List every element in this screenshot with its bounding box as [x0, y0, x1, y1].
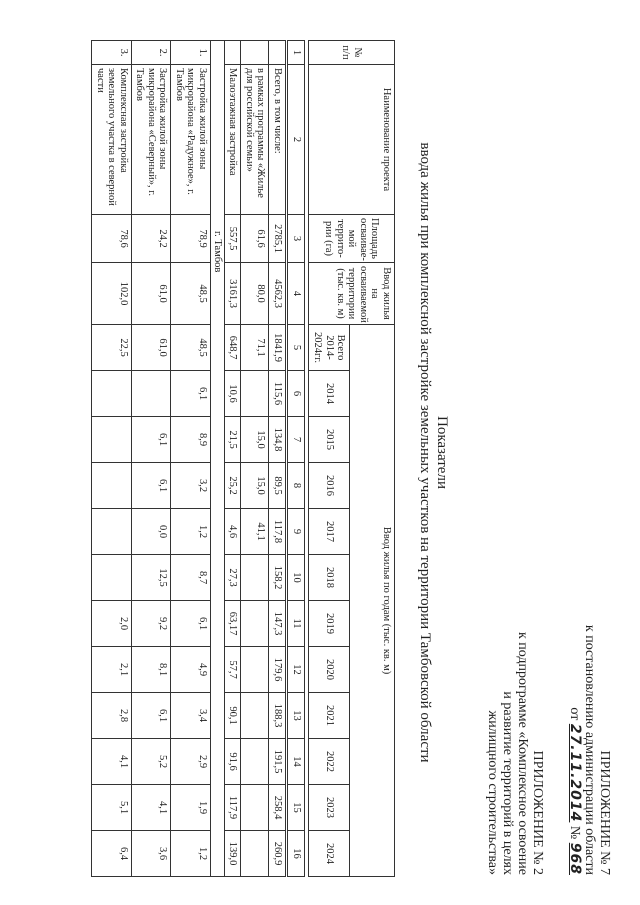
row-housing: 61,0	[132, 263, 172, 325]
appendix-block	[567, 515, 612, 875]
header-name: Наименование проекта	[309, 65, 395, 215]
column-number: 4	[287, 263, 305, 325]
row-year-value: 179,6	[269, 647, 287, 693]
row-year-value: 9,2	[132, 601, 172, 647]
row-housing: 3161,3	[225, 263, 242, 325]
row-year-value: 8,7	[171, 555, 211, 601]
row-housing: 4562,3	[269, 263, 287, 325]
row-year-value: 41,1	[241, 509, 269, 555]
appendix-line3: от 27.11.2014 № 968	[567, 707, 583, 875]
row-total: 1841,9	[269, 325, 287, 371]
row-num: 3.	[92, 41, 132, 65]
row-year-value: 5,1	[92, 785, 132, 831]
row-year-value: 6,1	[132, 417, 172, 463]
row-year-value: 2,9	[171, 739, 211, 785]
column-number: 6	[287, 371, 305, 417]
row-year-value: 10,6	[225, 371, 242, 417]
appendix-line1: ПРИЛОЖЕНИЕ № 7	[597, 750, 612, 875]
row-year-value: 3,4	[171, 693, 211, 739]
appendix-line2: к постановлению администрации области	[582, 624, 597, 875]
header-year: 2016	[309, 463, 350, 509]
header-year: 2017	[309, 509, 350, 555]
header-year: 2020	[309, 647, 350, 693]
header-year: 2019	[309, 601, 350, 647]
row-total: 22,5	[92, 325, 132, 371]
row-year-value	[241, 831, 269, 877]
table-row	[241, 41, 269, 877]
row-year-value: 1,2	[171, 509, 211, 555]
row-year-value	[92, 463, 132, 509]
row-year-value	[241, 693, 269, 739]
column-number: 15	[287, 785, 305, 831]
row-year-value: 15,0	[241, 417, 269, 463]
row-area: 24,2	[132, 215, 172, 263]
row-year-value	[92, 555, 132, 601]
row-area: 61,6	[241, 215, 269, 263]
row-year-value: 117,9	[225, 785, 242, 831]
row-year-value: 3,2	[171, 463, 211, 509]
row-year-value: 6,4	[92, 831, 132, 877]
column-number: 13	[287, 693, 305, 739]
column-number: 5	[287, 325, 305, 371]
row-year-value: 15,0	[241, 463, 269, 509]
column-number: 1	[287, 41, 305, 65]
column-number: 8	[287, 463, 305, 509]
row-year-value	[241, 647, 269, 693]
row-year-value: 139,0	[225, 831, 242, 877]
row-total: 48,5	[171, 325, 211, 371]
row-year-value: 188,3	[269, 693, 287, 739]
row-year-value: 2,1	[92, 647, 132, 693]
column-number: 9	[287, 509, 305, 555]
row-year-value: 6,1	[171, 601, 211, 647]
row-name: в рамках программы «Жилье для российской семьи»	[241, 65, 269, 215]
row-year-value: 90,1	[225, 693, 242, 739]
row-year-value: 117,8	[269, 509, 287, 555]
row-year-value: 6,1	[132, 693, 172, 739]
row-year-value: 4,6	[225, 509, 242, 555]
row-year-value: 89,5	[269, 463, 287, 509]
row-num	[241, 41, 269, 65]
row-num: 1.	[171, 41, 211, 65]
table-row	[132, 41, 172, 877]
row-area: 2785,1	[269, 215, 287, 263]
row-year-value	[241, 601, 269, 647]
row-year-value: 27,3	[225, 555, 242, 601]
appendix2-line2: к подпрограмме «Комплексное освоение	[515, 631, 530, 875]
row-name: Всего, в том числе:	[269, 65, 287, 215]
row-num	[225, 41, 242, 65]
header-year: 2021	[309, 693, 350, 739]
header-num: № п/п	[309, 41, 395, 65]
row-year-value	[241, 785, 269, 831]
table-row	[269, 41, 287, 877]
column-number: 16	[287, 831, 305, 877]
header-year: 2024	[309, 831, 350, 877]
row-name: Комплексная застройка земельного участка в северной части	[92, 65, 132, 215]
row-year-value	[241, 739, 269, 785]
row-year-value: 4,1	[92, 739, 132, 785]
row-year-value: 6,1	[171, 371, 211, 417]
row-year-value: 5,2	[132, 739, 172, 785]
row-year-value: 57,7	[225, 647, 242, 693]
row-year-value: 1,9	[171, 785, 211, 831]
row-num	[269, 41, 287, 65]
row-name: Застройка жилой зоны микрорайона «Радужное», г. Тамбов	[171, 65, 211, 215]
row-year-value: 115,6	[269, 371, 287, 417]
row-year-value: 2,8	[92, 693, 132, 739]
row-year-value	[241, 555, 269, 601]
appendix2-line4: жилищного строительства»	[485, 710, 500, 875]
row-year-value: 91,6	[225, 739, 242, 785]
table-row	[92, 41, 132, 877]
row-year-value	[92, 417, 132, 463]
appendix2-line1: ПРИЛОЖЕНИЕ № 2	[530, 750, 545, 875]
row-year-value: 2,0	[92, 601, 132, 647]
row-year-value: 260,9	[269, 831, 287, 877]
header-year: 2015	[309, 417, 350, 463]
table-row	[225, 41, 242, 877]
appendix2-line3: и развитие территорий в целях	[500, 691, 515, 875]
row-area: 78,9	[171, 215, 211, 263]
row-year-value: 8,1	[132, 647, 172, 693]
row-year-value: 25,2	[225, 463, 242, 509]
row-total: 648,7	[225, 325, 242, 371]
row-area: 557,5	[225, 215, 242, 263]
document-title	[416, 0, 450, 905]
column-number: 7	[287, 417, 305, 463]
row-year-value: 21,5	[225, 417, 242, 463]
row-name: Малоэтажная застройка	[225, 65, 242, 215]
title-line1: Показатели	[434, 416, 450, 489]
row-year-value: 63,17	[225, 601, 242, 647]
row-year-value: 258,4	[269, 785, 287, 831]
column-number: 14	[287, 739, 305, 785]
header-year: 2022	[309, 739, 350, 785]
row-year-value: 147,3	[269, 601, 287, 647]
row-housing: 80,0	[241, 263, 269, 325]
row-year-value: 158,2	[269, 555, 287, 601]
row-num: 2.	[132, 41, 172, 65]
column-number: 11	[287, 601, 305, 647]
row-year-value: 4,1	[132, 785, 172, 831]
row-housing: 48,5	[171, 263, 211, 325]
row-year-value: 4,9	[171, 647, 211, 693]
column-number: 10	[287, 555, 305, 601]
row-year-value: 0,0	[132, 509, 172, 555]
row-year-value: 6,1	[132, 463, 172, 509]
row-year-value	[92, 371, 132, 417]
row-area: 78,6	[92, 215, 132, 263]
header-area: Площадь осваивае-мой террито-рии (га)	[309, 215, 395, 263]
row-year-value	[92, 509, 132, 555]
row-total: 61,0	[132, 325, 172, 371]
row-year-value: 3,6	[132, 831, 172, 877]
city-label: г. Тамбов	[211, 41, 225, 877]
header-year: 2018	[309, 555, 350, 601]
row-total: 71,1	[241, 325, 269, 371]
row-year-value: 191,5	[269, 739, 287, 785]
header-total: Всего 2014-2024гг.	[309, 325, 350, 371]
row-year-value: 12,5	[132, 555, 172, 601]
row-year-value	[132, 371, 172, 417]
header-year: 2023	[309, 785, 350, 831]
table-row	[171, 41, 211, 877]
indicators-table	[92, 40, 396, 877]
title-line2: ввода жилья при комплексной застройке земельных участков на территории Тамбовской области	[417, 142, 433, 763]
row-year-value: 1,2	[171, 831, 211, 877]
row-year-value	[241, 371, 269, 417]
column-number: 12	[287, 647, 305, 693]
header-by-years: Ввод жилья по годам (тыс. кв. м)	[350, 325, 395, 877]
header-housing: Ввод жилья на осваиваемой территории (тыс. кв. м)	[309, 263, 395, 325]
header-year: 2014	[309, 371, 350, 417]
row-year-value: 8,9	[171, 417, 211, 463]
column-number: 3	[287, 215, 305, 263]
column-number: 2	[287, 65, 305, 215]
handwritten-number: 968	[567, 842, 583, 875]
handwritten-date: 27.11.2014	[567, 723, 583, 823]
row-housing: 102,0	[92, 263, 132, 325]
row-year-value: 134,8	[269, 417, 287, 463]
row-name: Застройка жилой зоны микрорайона «Северный», г. Тамбов	[132, 65, 172, 215]
appendix2-block	[485, 515, 545, 875]
